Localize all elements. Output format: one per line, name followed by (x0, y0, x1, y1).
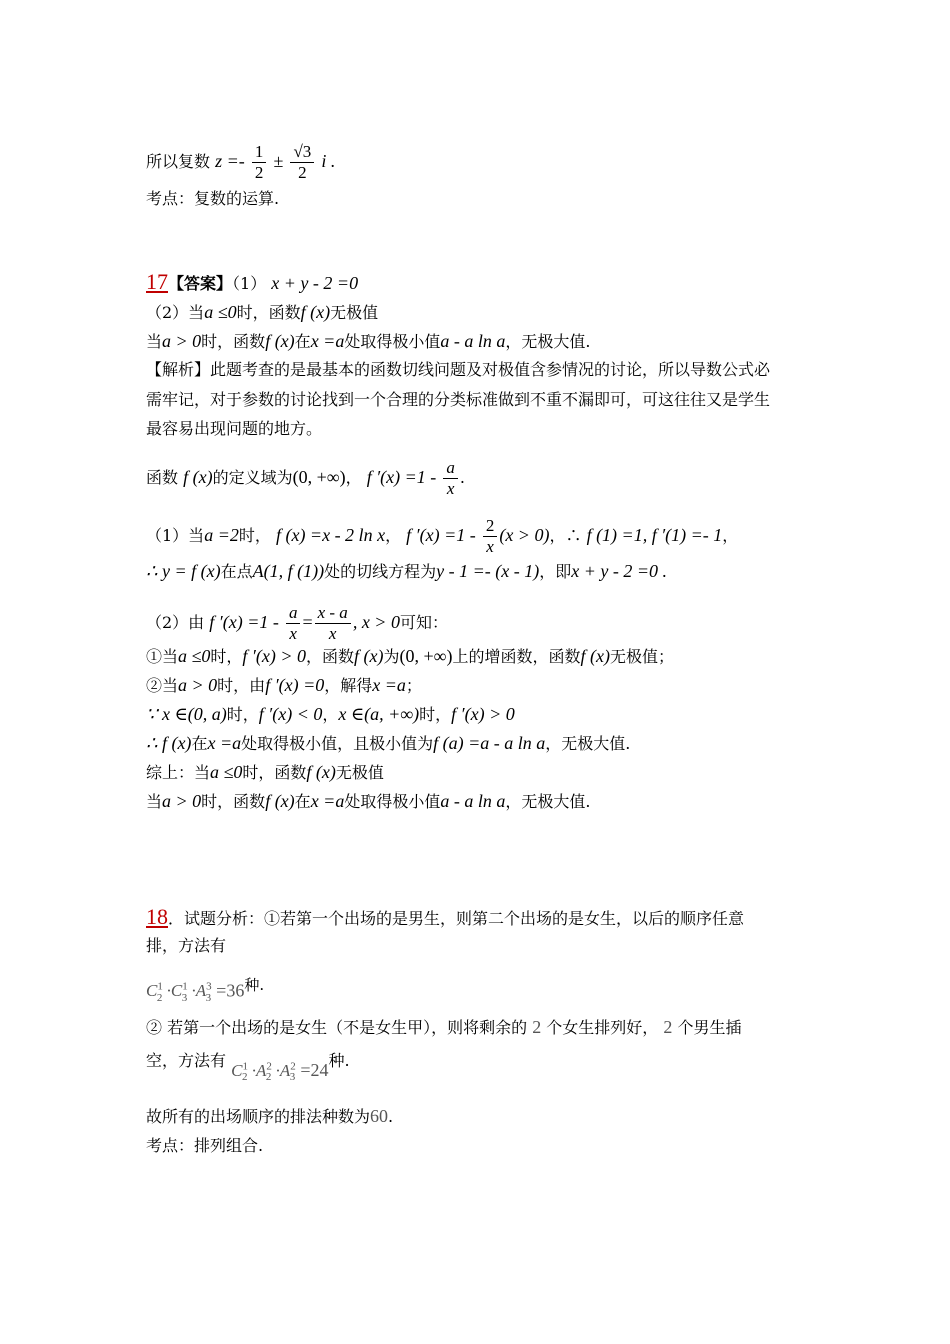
text: ， (385, 526, 402, 545)
denominator: x (328, 624, 337, 643)
text: ，∴ (549, 526, 582, 545)
p17-answer-line (146, 269, 359, 294)
text: 种. (328, 1051, 350, 1070)
math: a - a ln a (440, 791, 506, 811)
math: f ′(x) =0 (265, 675, 325, 695)
math: (0, +∞) (399, 646, 453, 666)
math: x =a (310, 331, 345, 351)
math: f (a) =a - a ln a (433, 733, 546, 753)
denominator: 2 (254, 163, 264, 182)
p17-domain (146, 458, 465, 499)
math: f ′(x) =1 - (209, 612, 279, 632)
number: 60 (370, 1106, 389, 1126)
math: i . (321, 151, 336, 171)
fraction (483, 516, 498, 557)
text: 处取得极小值 (344, 332, 441, 351)
text: 当 (146, 332, 163, 351)
text: ； (405, 676, 422, 695)
number: 2 (663, 1017, 673, 1037)
math: f (x) (265, 791, 295, 811)
math: (x > 0) (499, 525, 550, 545)
math: f (1) =1, f ′(1) =- 1 (586, 525, 723, 545)
text: ② 若第一个出场的是女生（不是女生甲），则将剩余的 (146, 1018, 528, 1037)
text: 无极值 (330, 303, 379, 322)
math: A(1, f (1)) (252, 561, 325, 581)
math: x + y - 2 =0 (271, 273, 359, 293)
p17-step2 (146, 603, 448, 644)
text: 为 (383, 647, 400, 666)
p16-topic: 考点：复数的运算. (146, 189, 280, 208)
math: (0, +∞) (292, 467, 346, 487)
math: ∴ y = f (x) (146, 561, 221, 581)
denominator: x (486, 537, 494, 556)
numerator: 1 (252, 142, 267, 163)
math: y - 1 =- (x - 1) (436, 561, 540, 581)
fraction (252, 142, 267, 183)
math: ∵ x ∈(0, a) (146, 704, 227, 724)
text: . (388, 1107, 394, 1126)
text: ，函数 (305, 647, 354, 666)
math: f (x) (300, 302, 331, 322)
text: 个男生插 (677, 1018, 742, 1037)
text: （1） (232, 274, 267, 293)
text: ①当 (146, 647, 179, 666)
math: x + y - 2 =0 . (571, 561, 667, 581)
p17-summary (146, 762, 384, 783)
text: ，无极大值. (505, 332, 591, 351)
math: f ′(x) > 0 (451, 704, 515, 724)
answer-tag: 【答案】 (168, 274, 233, 293)
math: ∴ f (x) (146, 733, 192, 753)
numerator: √3 (290, 142, 314, 163)
math: a > 0 (162, 331, 202, 351)
p18-topic: 考点：排列组合. (146, 1136, 264, 1155)
p18-line2: 排，方法有 (146, 936, 227, 955)
text: 故所有的出场顺序的排法种数为 (146, 1107, 371, 1126)
p17-case1 (146, 646, 674, 667)
question-number: 17 (146, 269, 168, 294)
text: 无极值 (335, 763, 384, 782)
text: ．试题分析：①若第一个出场的是男生，则第二个出场的是女生，以后的顺序任意 (168, 909, 745, 928)
denominator: x (446, 479, 455, 498)
text: （1）当 (146, 526, 205, 545)
math: x =a (372, 675, 406, 695)
p17-step1 (146, 516, 738, 557)
math: z =- (215, 151, 245, 171)
text: ，即 (539, 562, 572, 581)
math: =24 (300, 1060, 329, 1080)
text: ， (345, 468, 362, 487)
text: 时， (226, 705, 259, 724)
combination-formula: $C^1_2 \cdot A^2_2 \cdot A^2_3$ (231, 1060, 296, 1084)
text: 无极值； (609, 647, 674, 666)
p17-case2 (146, 675, 422, 696)
text: ， (322, 705, 339, 724)
text: 处取得极小值，且极小值为 (241, 734, 434, 753)
math: f (x) =x - 2 ln x (275, 525, 386, 545)
math: f ′(x) =1 - (366, 467, 437, 487)
math: , x > 0 (352, 612, 400, 632)
math: a ≤0 (178, 646, 211, 666)
p17-case3 (146, 704, 515, 725)
text: 综上：当 (146, 763, 211, 782)
question-number: 18 (146, 904, 168, 929)
text: 时，函数 (201, 792, 266, 811)
fraction (290, 142, 314, 183)
text: （2）由 (146, 613, 205, 632)
text: 可知： (399, 613, 448, 632)
fraction (315, 603, 351, 644)
text: ，无极大值. (505, 792, 591, 811)
math: a ≤0 (204, 302, 237, 322)
text: 在 (294, 792, 311, 811)
text: 时，函数 (236, 303, 301, 322)
text: 时， (210, 647, 243, 666)
math: f ′(x) > 0 (242, 646, 306, 666)
text: . (459, 468, 465, 487)
p18-formula1 (146, 975, 264, 1008)
text: ，解得 (324, 676, 373, 695)
math: a ≤0 (210, 762, 243, 782)
math: f (x) (580, 646, 610, 666)
denominator: 2 (298, 163, 307, 182)
combination-formula: $C^1_2 \cdot C^1_3 \cdot A^3_3$ (146, 980, 212, 1004)
text: 在点 (220, 562, 253, 581)
text: 种. (244, 976, 265, 994)
text: 当 (146, 792, 163, 811)
text: 上的增函数，函数 (452, 647, 581, 666)
math: a > 0 (162, 791, 202, 811)
text: 所以复数 (146, 152, 211, 171)
number: 2 (532, 1017, 542, 1037)
math: a > 0 (178, 675, 218, 695)
text: ，无极大值. (545, 734, 631, 753)
math: a - a ln a (440, 331, 506, 351)
text: 在 (294, 332, 311, 351)
text: 个女生排列好， (546, 1018, 659, 1037)
math: f (x) (183, 467, 213, 487)
math: f ′(x) < 0 (258, 704, 323, 724)
text: 处取得极小值 (344, 792, 441, 811)
analysis-line: 需牢记，对于参数的讨论找到一个合理的分类标准做到不重不漏即可，可这往往又是学生 (146, 390, 771, 409)
text: （2）当 (146, 303, 205, 322)
math: f (x) (354, 646, 384, 666)
math: f (x) (306, 762, 336, 782)
numerator: x - a (315, 603, 351, 624)
p16-line1 (146, 142, 335, 183)
text: ②当 (146, 676, 179, 695)
text: 函数 (146, 468, 179, 487)
numerator: 2 (483, 516, 498, 537)
math: x ∈(a, +∞) (338, 704, 420, 724)
p17-ans3 (146, 331, 590, 352)
text: 的定义域为 (212, 468, 293, 487)
p17-summary2 (146, 791, 590, 812)
text: 时，函数 (201, 332, 266, 351)
p18-line4 (146, 1017, 742, 1038)
math: f ′(x) =1 - (406, 525, 476, 545)
math: a =2 (204, 525, 239, 545)
fraction (443, 458, 458, 499)
math: f (x) (265, 331, 295, 351)
p17-case4 (146, 733, 630, 754)
text: 空，方法有 (146, 1051, 227, 1070)
denominator: x (289, 624, 297, 643)
analysis-line: 最容易出现问题的地方。 (146, 419, 323, 438)
p18-line6 (146, 1106, 393, 1127)
text: ， (722, 526, 739, 545)
p17-ans2 (146, 302, 378, 323)
numerator: a (286, 603, 301, 624)
p17-tangent (146, 561, 667, 582)
numerator: a (443, 458, 458, 479)
text: 处的切线方程为 (324, 562, 437, 581)
text: 在 (191, 734, 208, 753)
text: 时， (238, 526, 271, 545)
text: 时， (419, 705, 452, 724)
equals: = (302, 612, 313, 632)
analysis-line: 【解析】此题考查的是最基本的函数切线问题及对极值含参情况的讨论，所以导数公式必 (146, 360, 771, 379)
text: 时，由 (217, 676, 266, 695)
p18-line5 (146, 1051, 350, 1087)
plus-minus: ± (273, 151, 284, 171)
math: x =a (207, 733, 242, 753)
math: =36 (216, 980, 245, 1001)
math: x =a (310, 791, 345, 811)
fraction (286, 603, 301, 644)
p18-line1 (146, 904, 745, 929)
text: 时，函数 (242, 763, 307, 782)
